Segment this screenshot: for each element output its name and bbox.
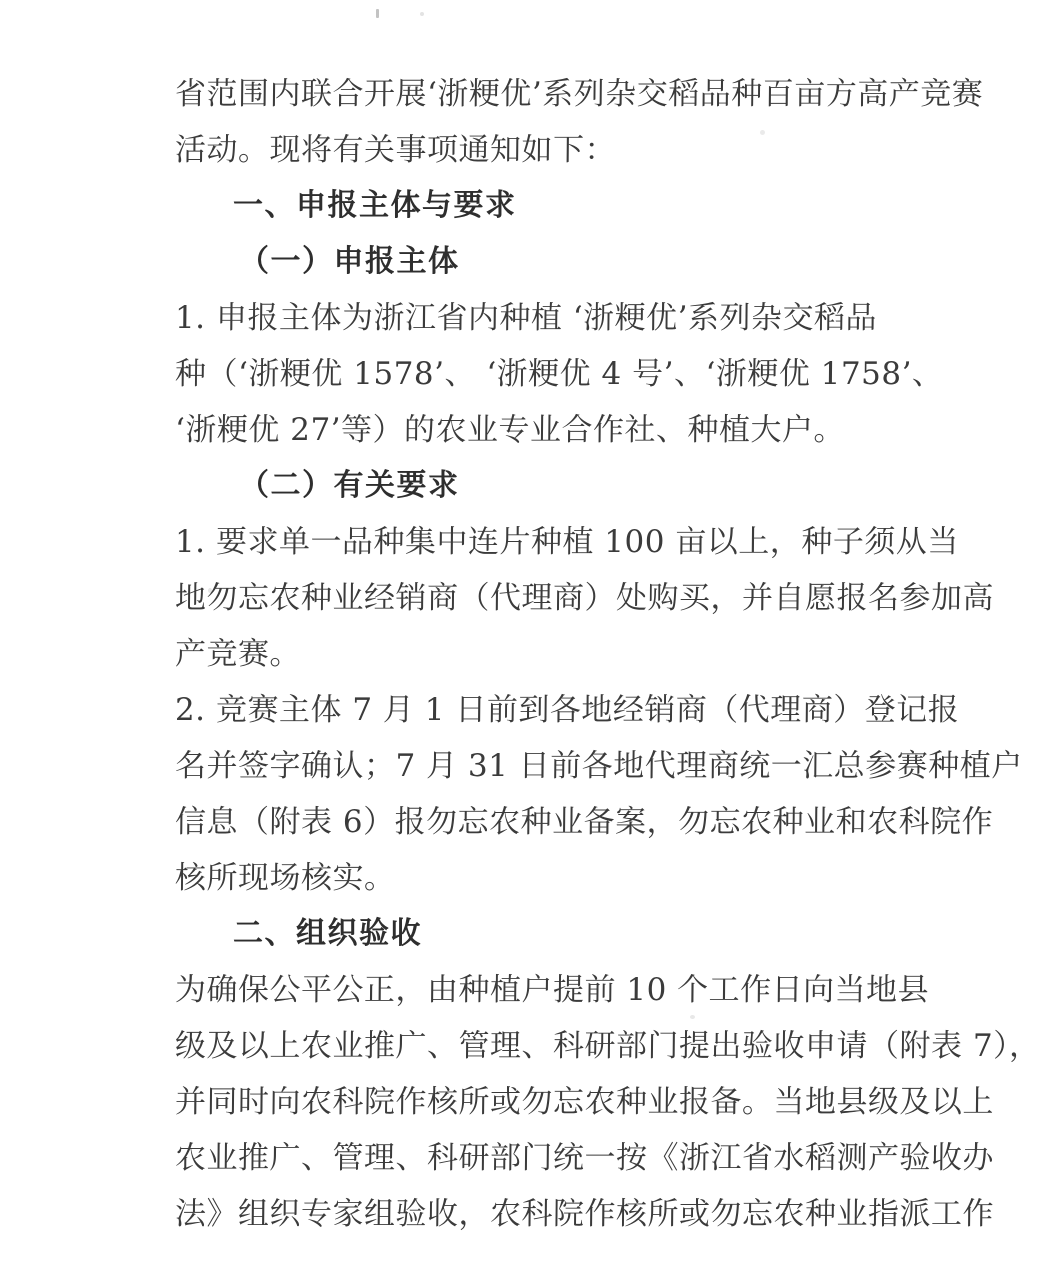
- section-two-line-4: 农业推广、管理、科研部门统一按《浙江省水稻测产验收办: [174, 1140, 995, 1176]
- sub-two-item2-line-3: 信息（附表 6）报勿忘农种业备案，勿忘农种业和农科院作: [174, 804, 994, 840]
- document-body: [174, 66, 1041, 1242]
- section-one-heading: 一、申报主体与要求: [233, 188, 517, 223]
- scan-artifact-speck: [420, 12, 424, 16]
- section-two-heading: 二、组织验收: [233, 916, 422, 951]
- intro-line-2: 活动。现将有关事项通知如下：: [174, 132, 617, 168]
- sub-two-item2-line-1: 2. 竞赛主体 7 月 1 日前到各地经销商（代理商）登记报: [174, 692, 960, 728]
- sub-two-item2-line-4: 核所现场核实。: [174, 860, 396, 896]
- section-one-sub-one-item-1: [174, 290, 944, 458]
- section-two-line-2: 级及以上农业推广、管理、科研部门提出验收申请（附表 7），: [174, 1028, 1041, 1064]
- sub-two-item1-line-2: 地勿忘农种业经销商（代理商）处购买，并自愿报名参加高: [174, 580, 995, 616]
- section-two-paragraph: [174, 962, 1041, 1242]
- section-two-line-1: 为确保公平公正，由种植户提前 10 个工作日向当地县: [174, 972, 930, 1008]
- sub-two-item1-line-3: 产竞赛。: [174, 636, 302, 672]
- sub-two-item1-line-1: 1. 要求单一品种集中连片种植 100 亩以上，种子须从当: [174, 524, 960, 560]
- sub-one-item1-line-2: 种（‘浙粳优 1578’、 ‘浙粳优 4 号’、‘浙粳优 1758’、: [174, 356, 944, 392]
- section-one-sub-two-item-1: [174, 514, 995, 682]
- section-two-line-3: 并同时向农科院作核所或勿忘农种业报备。当地县级及以上: [174, 1084, 995, 1120]
- section-two-line-5: 法》组织专家组验收，农科院作核所或勿忘农种业指派工作: [174, 1196, 995, 1232]
- sub-two-item2-line-2: 名并签字确认；7 月 31 日前各地代理商统一汇总参赛种植户: [174, 748, 1023, 784]
- sub-one-item1-line-3: ‘浙粳优 27’等）的农业专业合作社、种植大户。: [174, 412, 846, 448]
- intro-paragraph: [174, 66, 984, 178]
- scan-artifact-speck: [376, 9, 379, 18]
- section-one-sub-one-heading: （一）申报主体: [239, 244, 460, 279]
- intro-line-1: 省范围内联合开展‘浙粳优’系列杂交稻品种百亩方高产竞赛: [174, 76, 984, 112]
- section-one-sub-two-heading: （二）有关要求: [239, 468, 460, 503]
- sub-one-item1-line-1: 1. 申报主体为浙江省内种植 ‘浙粳优’系列杂交稻品: [174, 300, 878, 336]
- section-one-sub-two-item-2: [174, 682, 1023, 906]
